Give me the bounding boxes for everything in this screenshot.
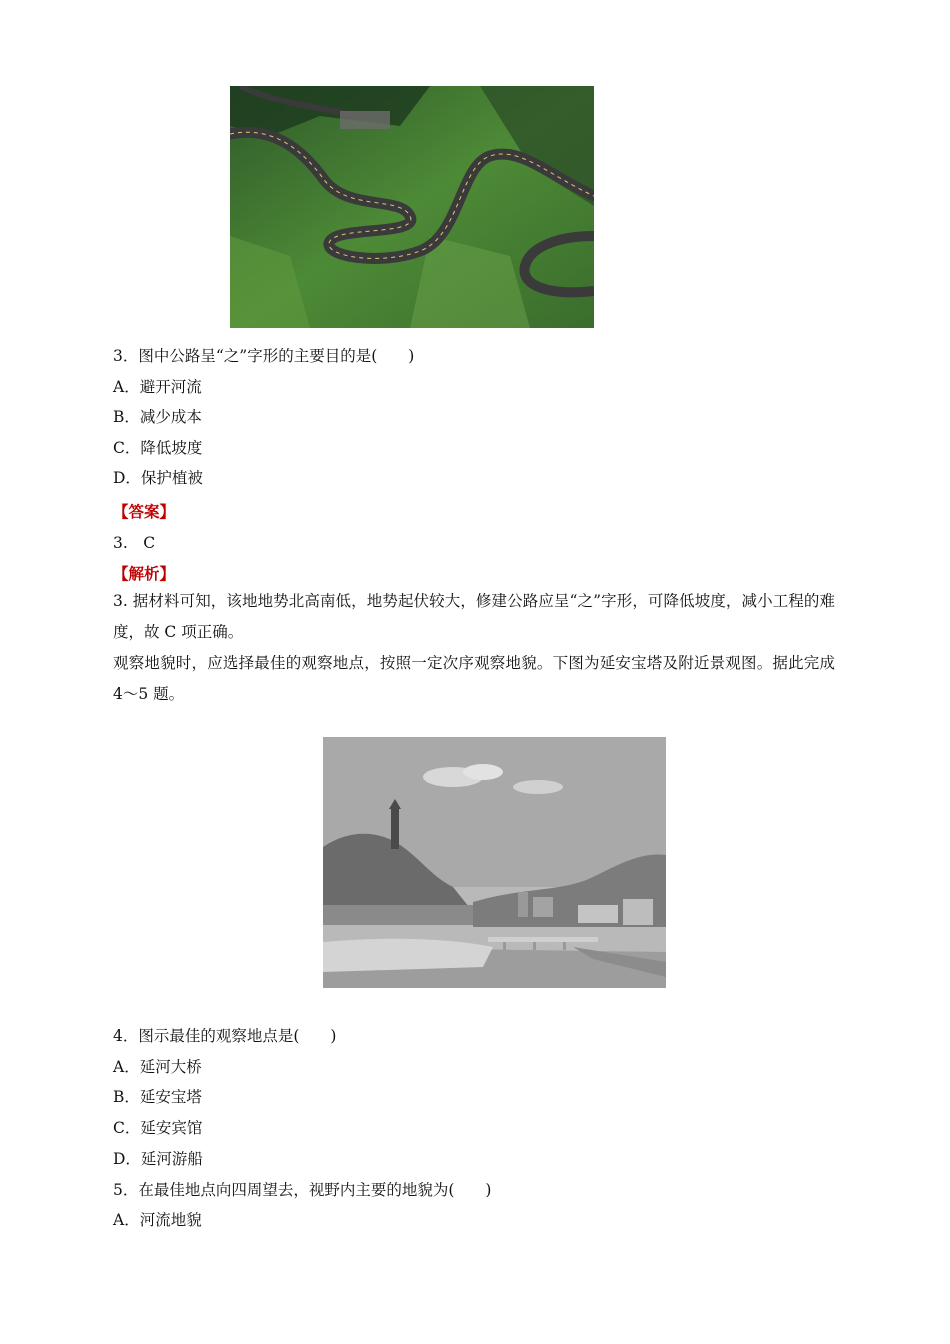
question-4-stem: 4．图示最佳的观察地点是( ) — [113, 1027, 337, 1045]
question-4-option-b: B．延安宝塔 — [113, 1088, 202, 1106]
intro-paragraph: 观察地貌时，应选择最佳的观察地点，按照一定次序观察地貌。下图为延安宝塔及附近景观图。据此完成 4～5 题。 — [113, 654, 835, 703]
answer-text: 3. C — [113, 534, 156, 552]
analysis-text: 3. 据材料可知，该地地势北高南低，地势起伏较大，修建公路应呈“之”字形，可降低坡度，减小工程的难度，故 C 项正确。 — [113, 592, 835, 641]
winding-road-photo — [230, 86, 594, 328]
question-5-option-a: A．河流地貌 — [113, 1211, 202, 1229]
analysis-label: 【解析】 — [113, 564, 176, 583]
question-3-option-a: A．避开河流 — [113, 378, 202, 396]
question-5-stem: 5．在最佳地点向四周望去，视野内主要的地貌为( ) — [113, 1181, 492, 1199]
question-3-stem: 3．图中公路呈“之”字形的主要目的是( ) — [113, 347, 415, 365]
question-3-option-c: C．降低坡度 — [113, 439, 203, 457]
question-3-option-d: D．保护植被 — [113, 469, 203, 487]
question-3-option-b: B．减少成本 — [113, 408, 202, 426]
yanan-pagoda-photo — [323, 737, 666, 988]
answer-label: 【答案】 — [113, 502, 176, 521]
question-4-option-c: C．延安宾馆 — [113, 1119, 203, 1137]
question-4-option-a: A．延河大桥 — [113, 1058, 202, 1076]
question-4-option-d: D．延河游船 — [113, 1150, 203, 1168]
